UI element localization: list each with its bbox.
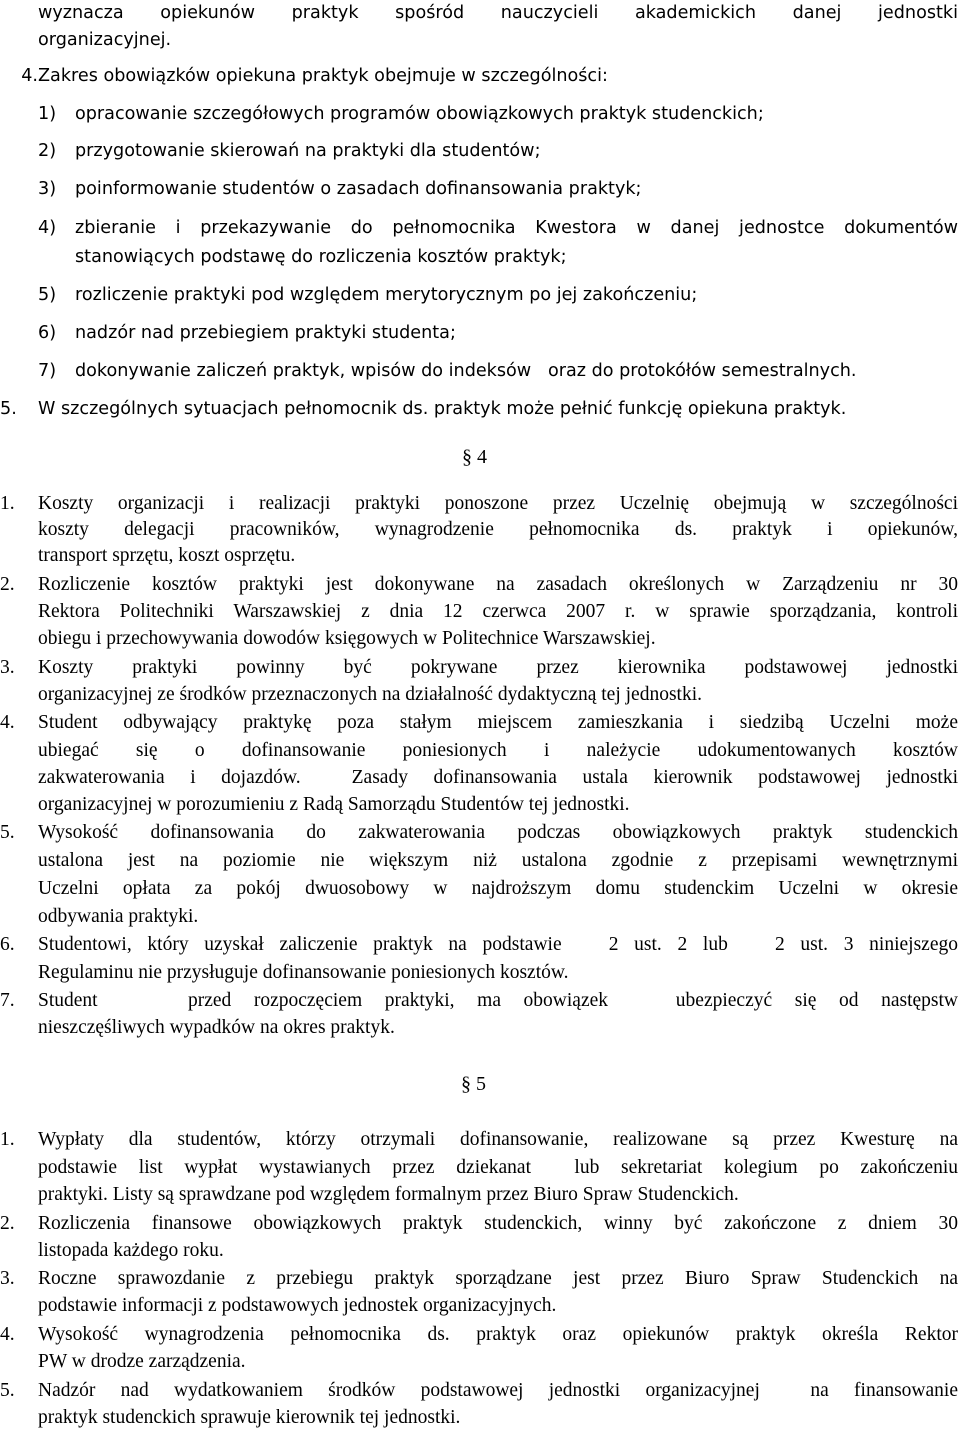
p4-item-4-text: zbieranie i przekazywanie do pełnomocnika Kwestora w danej jednostce dokumentów bbox=[75, 218, 958, 238]
p4-item-3-num: 3) bbox=[38, 179, 57, 199]
p4-item-4-text-cont: stanowiących podstawę do rozliczenia kosztów praktyk; bbox=[75, 247, 567, 267]
s5-item-2-line-2: listopada każdego roku. bbox=[38, 1240, 224, 1261]
s4-item-3-num: 3. bbox=[0, 657, 15, 678]
top-line-1: wyznacza opiekunów praktyk spośród nauczycieli akademickich danej jednostki bbox=[38, 3, 958, 23]
s5-item-1-line-1: Wypłaty dla studentów, którzy otrzymali dofinansowanie, realizowane są przez Kwesturę na bbox=[38, 1129, 958, 1150]
s4-item-7-num: 7. bbox=[0, 990, 15, 1011]
p4-item-5-text: rozliczenie praktyki pod względem merytorycznym po jej zakończeniu; bbox=[75, 285, 698, 305]
s5-item-1-num: 1. bbox=[0, 1129, 15, 1150]
section-5-title: § 5 bbox=[461, 1073, 486, 1095]
p4-item-3-text: poinformowanie studentów o zasadach dofinansowania praktyk; bbox=[75, 179, 642, 199]
s4-item-5-line-4: odbywania praktyki. bbox=[38, 906, 199, 927]
s4-item-4-line-1: Student odbywający praktykę poza stałym miejscem zamieszkania i siedzibą Uczelni może bbox=[38, 712, 958, 733]
s5-item-1-line-3: praktyki. Listy są sprawdzane pod względem formalnym przez Biuro Spraw Studenckich. bbox=[38, 1184, 739, 1205]
s5-item-5-num: 5. bbox=[0, 1380, 15, 1401]
s4-item-4-line-2: ubiegać się o dofinansowanie poniesionych i należycie udokumentowanych kosztów bbox=[38, 740, 958, 761]
p4-item-1-text: opracowanie szczegółowych programów obowiązkowych praktyk studenckich; bbox=[75, 104, 764, 124]
s4-item-4-line-3: zakwaterowania i dojazdów. Zasady dofinansowania ustala kierownik podstawowej jednostki bbox=[38, 767, 958, 788]
s5-item-3-line-2: podstawie informacji z podstawowych jednostek organizacyjnych. bbox=[38, 1295, 557, 1316]
s5-item-4-line-1: Wysokość wynagrodzenia pełnomocnika ds. praktyk oraz opiekunów praktyk określa Rektor bbox=[38, 1324, 958, 1345]
s5-item-5-line-1: Nadzór nad wydatkowaniem środków podstawowej jednostki organizacyjnej na finansowanie bbox=[38, 1380, 958, 1401]
s4-item-7-line-2: nieszczęśliwych wypadków na okres praktyk. bbox=[38, 1017, 395, 1038]
p5-text: W szczególnych sytuacjach pełnomocnik ds. praktyk może pełnić funkcję opiekuna praktyk. bbox=[38, 399, 847, 419]
s4-item-5-line-3: Uczelni opłata za pokój dwuosobowy w najdroższym domu studenckim Uczelni w okresie bbox=[38, 878, 958, 899]
s4-item-1-line-2: koszty delegacji pracowników, wynagrodzenie pełnomocnika ds. praktyk i opiekunów, bbox=[38, 519, 958, 540]
p4-item-2-num: 2) bbox=[38, 141, 57, 161]
s4-item-3-line-2: organizacyjnej ze środków przeznaczonych na działalność dydaktyczną tej jednostki. bbox=[38, 684, 702, 705]
s4-item-6-line-2: Regulaminu nie przysługuje dofinansowanie poniesionych kosztów. bbox=[38, 962, 569, 983]
s4-item-2-line-1: Rozliczenie kosztów praktyki jest dokonywane na zasadach określonych w Zarządzeniu nr 30 bbox=[38, 574, 958, 595]
s4-item-4-line-4: organizacyjnej w porozumieniu z Radą Samorządu Studentów tej jednostki. bbox=[38, 794, 630, 815]
p4-item-1-num: 1) bbox=[38, 104, 57, 124]
s4-item-2-line-2: Rektora Politechniki Warszawskiej z dnia 12 czerwca 2007 r. w sprawie sporządzania, kontroli bbox=[38, 601, 958, 622]
s4-item-1-line-3: transport sprzętu, koszt osprzętu. bbox=[38, 545, 296, 566]
s5-item-4-num: 4. bbox=[0, 1324, 15, 1345]
s5-item-2-line-1: Rozliczenia finansowe obowiązkowych praktyk studenckich, winny być zakończone z dniem 30 bbox=[38, 1213, 958, 1234]
p4-text: Zakres obowiązków opiekuna praktyk obejmuje w szczególności: bbox=[38, 66, 608, 86]
s4-item-4-num: 4. bbox=[0, 712, 15, 733]
s5-item-5-line-2: praktyk studenckich sprawuje kierownik tej jednostki. bbox=[38, 1407, 461, 1428]
s4-item-7-line-1: Student przed rozpoczęciem praktyki, ma obowiązek ubezpieczyć się od następstw bbox=[38, 990, 958, 1011]
p4-item-6-num: 6) bbox=[38, 323, 57, 343]
p4-item-5-num: 5) bbox=[38, 285, 57, 305]
p4-item-4-num: 4) bbox=[38, 218, 57, 238]
s4-item-5-line-2: ustalona jest na poziomie nie większym niż ustalona zgodnie z przepisami wewnętrznymi bbox=[38, 850, 958, 871]
s4-item-2-line-3: obiegu i przechowywania dowodów księgowych w Politechnice Warszawskiej. bbox=[38, 628, 656, 649]
s5-item-1-line-2: podstawie list wypłat wystawianych przez dziekanat lub sekretariat kolegium po zakończeniu bbox=[38, 1157, 958, 1178]
s5-item-2-num: 2. bbox=[0, 1213, 15, 1234]
s5-item-3-num: 3. bbox=[0, 1268, 15, 1289]
s4-item-6-line-1: Studentowi, który uzyskał zaliczenie praktyk na podstawie 2 ust. 2 lub 2 ust. 3 niniejszego bbox=[38, 934, 958, 955]
s4-item-6-num: 6. bbox=[0, 934, 15, 955]
s4-item-1-line-1: Koszty organizacji i realizacji praktyki ponoszone przez Uczelnię obejmują w szczególności bbox=[38, 493, 958, 514]
p4-item-7-num: 7) bbox=[38, 361, 57, 381]
p4-item-7-text: dokonywanie zaliczeń praktyk, wpisów do indeksów oraz do protokółów semestralnych. bbox=[75, 361, 857, 381]
top-line-2: organizacyjnej. bbox=[38, 30, 172, 50]
s4-item-5-num: 5. bbox=[0, 822, 15, 843]
p4-item-2-text: przygotowanie skierowań na praktyki dla studentów; bbox=[75, 141, 541, 161]
s4-item-2-num: 2. bbox=[0, 574, 15, 595]
s4-item-3-line-1: Koszty praktyki powinny być pokrywane przez kierownika podstawowej jednostki bbox=[38, 657, 958, 678]
p4-item-6-text: nadzór nad przebiegiem praktyki studenta; bbox=[75, 323, 456, 343]
s4-item-1-num: 1. bbox=[0, 493, 15, 514]
s4-item-5-line-1: Wysokość dofinansowania do zakwaterowania podczas obowiązkowych praktyk studenckich bbox=[38, 822, 958, 843]
p4-number: 4. bbox=[21, 66, 38, 86]
s5-item-3-line-1: Roczne sprawozdanie z przebiegu praktyk sporządzane jest przez Biuro Spraw Studenckich na bbox=[38, 1268, 958, 1289]
p5-number: 5. bbox=[0, 399, 17, 419]
section-4-title: § 4 bbox=[462, 446, 487, 468]
s5-item-4-line-2: PW w drodze zarządzenia. bbox=[38, 1351, 246, 1372]
